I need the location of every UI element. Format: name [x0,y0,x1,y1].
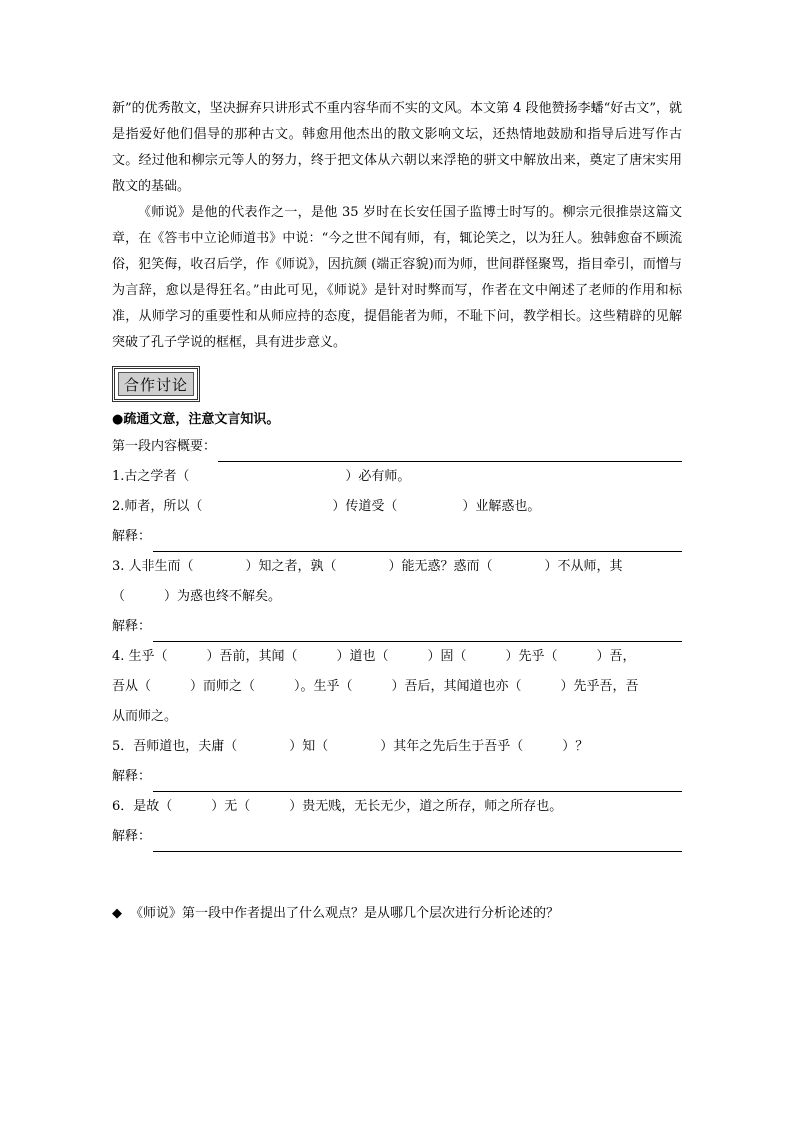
explain-label: 解释： [112,529,152,544]
question-4-line-3: 从而师之。 [112,709,178,724]
discussion-question [112,902,682,926]
section-heading: ●疏通文意，注意文言知识。 [112,412,280,427]
background-paragraph: 《师说》是他的代表作之一，是他 35 岁时在长安任国子监博士时写的。柳宗元很推崇这篇文章，在《答韦中立论师道书》中说：“今之世不闻有师，有，辄论笑之，以为狂人。独韩愈奋不顾流俗，犯笑侮，收召后学，作《师说》，因抗颜 (端正容貌)而为师，世间群怪聚骂，指目牵引，而憎与为言辞，愈以是得狂名。”由此可见，《师说》是针对时弊而写，作者在文中阐述了老师的作用和标准，从师学习的重要性和从师应持的态度，提倡能者为师，不耻下问，教学相长。这些精辟的见解突破了孔子学说的框框，具有进步意义。 [112,205,682,350]
intro-paragraph: 新”的优秀散文，坚决摒弃只讲形式不重内容华而不实的文风。本文第 4 段他赞扬李蟠“好古文”，就是指爱好他们倡导的那种古文。韩愈用他杰出的散文影响文坛，还热情地鼓励和指导后进写作古文。经过他和柳宗元等人的努力，终于把文体从六朝以来浮艳的骈文中解放出来，奠定了唐宋实用散文的基础。 [112,101,682,194]
explain-answer-line[interactable] [153,833,682,852]
explain-answer-line[interactable] [153,773,682,792]
diamond-bullet-icon: ◆ [112,906,122,921]
explain-label: 解释： [112,829,152,844]
explain-label: 解释： [112,619,152,634]
explain-answer-line[interactable] [153,533,682,552]
summary-label: 第一段内容概要： [112,439,217,454]
question-5: 5．吾师道也，夫庸（ ）知（ ）其年之先后生于吾乎（ ）？ [112,739,589,754]
summary-row [112,432,682,462]
explain-row-1 [112,522,682,552]
question-3-line-2: （ ）为惑也终不解矣。 [112,589,282,604]
question-6: 6．是故（ ）无（ ）贵无贱，无长无少，道之所存，师之所存也。 [112,799,563,814]
question-4-line-1: 4. 生乎（ ）吾前，其闻（ ）道也（ ）固（ ）先乎（ ）吾， [112,649,636,664]
cooperative-discussion-badge [112,366,200,402]
badge-label: 合作讨论 [118,372,194,396]
page-content [112,96,682,939]
question-2: 2.师者，所以（ ）传道受（ ）业解惑也。 [112,499,541,514]
question-3-line-1: 3. 人非生而（ ）知之者，孰（ ）能无惑？惑而（ ）不从师，其 [112,559,623,574]
summary-answer-line[interactable] [218,443,682,462]
discussion-question-text: 《师说》第一段中作者提出了什么观点？是从哪几个层次进行分析论述的？ [130,906,560,921]
explain-row-2 [112,612,682,642]
question-1: 1.古之学者（ ）必有师。 [112,469,411,484]
explain-row-4 [112,822,682,852]
explain-label: 解释： [112,769,152,784]
explain-answer-line[interactable] [153,623,682,642]
explain-row-3 [112,762,682,792]
question-4-line-2: 吾从（ ）而师之（ ）。生乎（ ）吾后，其闻道也亦（ ）先乎吾，吾 [112,679,639,694]
badge-container [112,366,682,402]
